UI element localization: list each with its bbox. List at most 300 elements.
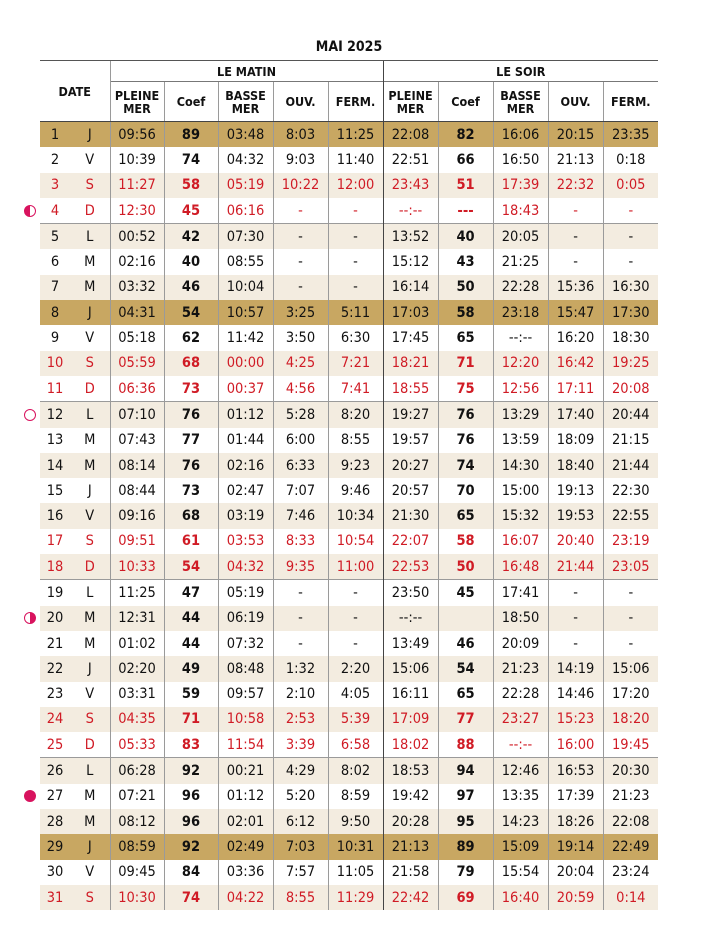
evening-close: 22:08 (603, 809, 658, 834)
evening-low-tide: 16:50 (493, 147, 548, 172)
moon-full-icon (24, 409, 36, 421)
evening-close: 0:14 (603, 885, 658, 910)
evening-low-tide: 17:41 (493, 580, 548, 606)
morning-coef: 40 (164, 249, 218, 274)
morning-high-tide: 01:02 (110, 631, 164, 656)
evening-open: 18:40 (548, 453, 603, 478)
weekday: V (70, 682, 110, 707)
table-row (40, 784, 658, 809)
evening-close: 23:19 (603, 529, 658, 554)
morning-coef: 96 (164, 784, 218, 809)
morning-low-tide: 10:04 (218, 275, 273, 300)
table-row (40, 224, 658, 250)
tide-table (40, 60, 658, 910)
morning-coef-header: Coef (164, 82, 218, 122)
mer-label: MER (231, 100, 260, 116)
evening-close: 23:24 (603, 860, 658, 885)
morning-high-tide: 08:12 (110, 809, 164, 834)
morning-high-tide: 11:25 (110, 580, 164, 606)
morning-low-tide: 01:12 (218, 402, 273, 428)
table-row (40, 249, 658, 274)
morning-open: 8:33 (273, 529, 328, 554)
morning-coef: 71 (164, 707, 218, 732)
weekday: M (70, 784, 110, 809)
morning-high-tide: 07:43 (110, 428, 164, 453)
day-number: 27 (40, 784, 70, 809)
morning-open: 7:57 (273, 860, 328, 885)
evening-coef: 95 (438, 809, 493, 834)
morning-high-tide: 05:33 (110, 732, 164, 758)
morning-high-tide: 07:10 (110, 402, 164, 428)
evening-high-tide: 16:11 (383, 682, 438, 707)
evening-close: - (603, 606, 658, 631)
evening-open: 16:00 (548, 732, 603, 758)
morning-low-tide: 10:57 (218, 300, 273, 325)
morning-coef: 42 (164, 224, 218, 250)
day-number: 21 (40, 631, 70, 656)
evening-coef: 94 (438, 758, 493, 784)
morning-high-tide: 09:16 (110, 503, 164, 528)
table-row (40, 351, 658, 376)
evening-high-tide: 23:50 (383, 580, 438, 606)
evening-open: - (548, 249, 603, 274)
evening-open: 17:40 (548, 402, 603, 428)
evening-low-tide: 15:54 (493, 860, 548, 885)
morning-low-tide: 04:32 (218, 554, 273, 580)
weekday: V (70, 325, 110, 350)
evening-low-tide: 14:23 (493, 809, 548, 834)
weekday: D (70, 554, 110, 580)
evening-open: 20:04 (548, 860, 603, 885)
morning-coef: 92 (164, 758, 218, 784)
evening-close: 21:23 (603, 784, 658, 809)
morning-coef: 54 (164, 300, 218, 325)
morning-close: 11:05 (328, 860, 383, 885)
evening-low-tide: 23:27 (493, 707, 548, 732)
evening-low-tide: 18:50 (493, 606, 548, 631)
day-number: 31 (40, 885, 70, 910)
morning-open: 9:35 (273, 554, 328, 580)
evening-open: 21:13 (548, 147, 603, 172)
morning-close: 11:00 (328, 554, 383, 580)
evening-open: - (548, 224, 603, 250)
morning-close: 8:55 (328, 428, 383, 453)
evening-close: 20:08 (603, 376, 658, 402)
evening-coef: 43 (438, 249, 493, 274)
morning-high-tide: 08:14 (110, 453, 164, 478)
evening-coef: 75 (438, 376, 493, 402)
evening-high-tide: 18:53 (383, 758, 438, 784)
morning-low-tide: 08:48 (218, 656, 273, 681)
morning-close: 9:46 (328, 478, 383, 503)
morning-close: 6:58 (328, 732, 383, 758)
day-number: 5 (40, 224, 70, 250)
day-number: 7 (40, 275, 70, 300)
morning-low-tide: 03:19 (218, 503, 273, 528)
evening-coef: 45 (438, 580, 493, 606)
morning-coef: 84 (164, 860, 218, 885)
morning-close: 5:11 (328, 300, 383, 325)
evening-low-tide: 15:00 (493, 478, 548, 503)
pleine-label: PLEINE (114, 87, 160, 103)
table-row (40, 606, 658, 631)
evening-high-tide: 23:43 (383, 173, 438, 198)
evening-close: - (603, 198, 658, 224)
morning-open: - (273, 580, 328, 606)
morning-high-tide: 12:30 (110, 198, 164, 224)
morning-open: 3:50 (273, 325, 328, 350)
evening-coef: 74 (438, 453, 493, 478)
morning-high-tide: 03:32 (110, 275, 164, 300)
evening-low-tide: 23:18 (493, 300, 548, 325)
morning-low-tide: 09:57 (218, 682, 273, 707)
morning-open: - (273, 631, 328, 656)
morning-coef: 47 (164, 580, 218, 606)
morning-close: 2:20 (328, 656, 383, 681)
table-row (40, 707, 658, 732)
morning-coef: 46 (164, 275, 218, 300)
table-row (40, 453, 658, 478)
morning-high-tide: 03:31 (110, 682, 164, 707)
table-row (40, 503, 658, 528)
evening-coef: 76 (438, 428, 493, 453)
evening-low-tide-header (493, 82, 548, 122)
table-row (40, 860, 658, 885)
morning-coef: 58 (164, 173, 218, 198)
evening-high-tide: 21:13 (383, 834, 438, 859)
evening-coef: 77 (438, 707, 493, 732)
evening-high-tide: 15:06 (383, 656, 438, 681)
evening-close: 23:35 (603, 122, 658, 148)
morning-close: 9:50 (328, 809, 383, 834)
evening-close: - (603, 580, 658, 606)
morning-close: 10:54 (328, 529, 383, 554)
morning-close: 7:41 (328, 376, 383, 402)
evening-close: 22:55 (603, 503, 658, 528)
weekday: S (70, 529, 110, 554)
morning-open: 2:53 (273, 707, 328, 732)
evening-close: 22:30 (603, 478, 658, 503)
day-number: 13 (40, 428, 70, 453)
evening-high-tide: 16:14 (383, 275, 438, 300)
morning-open: 4:29 (273, 758, 328, 784)
table-row (40, 732, 658, 758)
evening-open: 15:36 (548, 275, 603, 300)
morning-close: - (328, 224, 383, 250)
morning-coef: 96 (164, 809, 218, 834)
morning-low-tide: 03:53 (218, 529, 273, 554)
evening-open: 17:11 (548, 376, 603, 402)
table-row (40, 758, 658, 784)
day-number: 3 (40, 173, 70, 198)
day-number: 20 (40, 606, 70, 631)
weekday: S (70, 707, 110, 732)
morning-coef: 73 (164, 376, 218, 402)
evening-low-tide: 16:07 (493, 529, 548, 554)
morning-high-tide: 06:28 (110, 758, 164, 784)
evening-open: 20:15 (548, 122, 603, 148)
morning-open: 4:56 (273, 376, 328, 402)
morning-close: - (328, 606, 383, 631)
evening-high-tide: --:-- (383, 198, 438, 224)
evening-low-tide: 20:05 (493, 224, 548, 250)
morning-low-tide: 04:22 (218, 885, 273, 910)
morning-high-tide: 00:52 (110, 224, 164, 250)
evening-open: 22:32 (548, 173, 603, 198)
mer-label: MER (123, 100, 151, 116)
weekday: M (70, 809, 110, 834)
day-number: 30 (40, 860, 70, 885)
evening-low-tide: 13:35 (493, 784, 548, 809)
table-row (40, 809, 658, 834)
morning-coef: 73 (164, 478, 218, 503)
table-row (40, 122, 658, 148)
weekday: M (70, 275, 110, 300)
evening-low-tide: 16:48 (493, 554, 548, 580)
evening-coef-header: Coef (438, 82, 493, 122)
evening-low-tide: 15:32 (493, 503, 548, 528)
morning-low-tide: 06:19 (218, 606, 273, 631)
morning-high-tide: 11:27 (110, 173, 164, 198)
weekday: J (70, 834, 110, 859)
weekday: M (70, 631, 110, 656)
morning-coef: 89 (164, 122, 218, 148)
table-row (40, 402, 658, 428)
evening-low-tide: 13:29 (493, 402, 548, 428)
table-row (40, 325, 658, 350)
weekday: J (70, 478, 110, 503)
day-number: 12 (40, 402, 70, 428)
evening-close: 17:30 (603, 300, 658, 325)
evening-high-tide: 21:58 (383, 860, 438, 885)
day-number: 6 (40, 249, 70, 274)
morning-low-tide: 00:21 (218, 758, 273, 784)
evening-low-tide: 15:09 (493, 834, 548, 859)
evening-close: 18:30 (603, 325, 658, 350)
evening-low-tide: 22:28 (493, 275, 548, 300)
morning-close: 10:31 (328, 834, 383, 859)
day-number: 2 (40, 147, 70, 172)
morning-open: 6:12 (273, 809, 328, 834)
evening-open-header: OUV. (548, 82, 603, 122)
morning-high-tide: 09:56 (110, 122, 164, 148)
table-row (40, 529, 658, 554)
morning-coef: 59 (164, 682, 218, 707)
day-number: 23 (40, 682, 70, 707)
morning-open: 6:33 (273, 453, 328, 478)
morning-coef: 76 (164, 453, 218, 478)
moon-first-quarter-icon (24, 205, 36, 217)
evening-high-tide: 13:49 (383, 631, 438, 656)
evening-high-tide: 17:45 (383, 325, 438, 350)
evening-coef: 54 (438, 656, 493, 681)
morning-close: - (328, 275, 383, 300)
moon-new-icon (24, 790, 36, 802)
weekday: L (70, 402, 110, 428)
evening-high-tide: 22:42 (383, 885, 438, 910)
weekday: L (70, 758, 110, 784)
evening-high-tide: 22:51 (383, 147, 438, 172)
morning-high-tide: 08:59 (110, 834, 164, 859)
weekday: M (70, 606, 110, 631)
month-title: MAI 2025 (315, 39, 383, 55)
evening-low-tide: --:-- (493, 325, 548, 350)
evening-open: 18:26 (548, 809, 603, 834)
evening-low-tide: 12:46 (493, 758, 548, 784)
morning-open: 6:00 (273, 428, 328, 453)
morning-close: - (328, 198, 383, 224)
evening-open: 14:46 (548, 682, 603, 707)
day-number: 24 (40, 707, 70, 732)
evening-coef: 51 (438, 173, 493, 198)
evening-high-tide-header (383, 82, 438, 122)
evening-coef: 58 (438, 529, 493, 554)
morning-open: 3:25 (273, 300, 328, 325)
morning-low-tide: 07:30 (218, 224, 273, 250)
table-row (40, 834, 658, 859)
evening-open: 16:42 (548, 351, 603, 376)
morning-high-tide: 02:20 (110, 656, 164, 681)
morning-close: 11:25 (328, 122, 383, 148)
morning-open: - (273, 275, 328, 300)
day-number: 9 (40, 325, 70, 350)
day-number: 10 (40, 351, 70, 376)
morning-high-tide: 09:51 (110, 529, 164, 554)
day-number: 25 (40, 732, 70, 758)
morning-close: 5:39 (328, 707, 383, 732)
evening-coef: 82 (438, 122, 493, 148)
evening-open: 19:53 (548, 503, 603, 528)
evening-close: 17:20 (603, 682, 658, 707)
evening-open: 18:09 (548, 428, 603, 453)
evening-close: - (603, 224, 658, 250)
weekday: D (70, 732, 110, 758)
evening-high-tide: 18:55 (383, 376, 438, 402)
evening-coef: 40 (438, 224, 493, 250)
morning-low-tide: 02:49 (218, 834, 273, 859)
table-row (40, 554, 658, 580)
evening-close: 15:06 (603, 656, 658, 681)
evening-coef: 88 (438, 732, 493, 758)
evening-low-tide: 18:43 (493, 198, 548, 224)
evening-open: - (548, 580, 603, 606)
evening-coef: 50 (438, 554, 493, 580)
morning-low-tide: 02:47 (218, 478, 273, 503)
weekday: J (70, 656, 110, 681)
weekday: M (70, 249, 110, 274)
evening-close: 19:25 (603, 351, 658, 376)
day-number: 1 (40, 122, 70, 148)
morning-close: 8:02 (328, 758, 383, 784)
morning-close: 9:23 (328, 453, 383, 478)
basse-label: BASSE (500, 87, 541, 103)
evening-low-tide: 13:59 (493, 428, 548, 453)
evening-coef (438, 606, 493, 631)
evening-open: - (548, 631, 603, 656)
evening-coef: 66 (438, 147, 493, 172)
morning-close: 8:59 (328, 784, 383, 809)
morning-open: - (273, 606, 328, 631)
morning-low-tide-header (218, 82, 273, 122)
morning-high-tide: 05:59 (110, 351, 164, 376)
morning-open: 4:25 (273, 351, 328, 376)
evening-close: - (603, 249, 658, 274)
day-number: 28 (40, 809, 70, 834)
morning-low-tide: 08:55 (218, 249, 273, 274)
evening-low-tide: 21:23 (493, 656, 548, 681)
evening-high-tide: 13:52 (383, 224, 438, 250)
evening-coef: 69 (438, 885, 493, 910)
table-row (40, 173, 658, 198)
morning-low-tide: 05:19 (218, 580, 273, 606)
evening-high-tide: 19:27 (383, 402, 438, 428)
weekday: S (70, 885, 110, 910)
table-row (40, 275, 658, 300)
morning-high-tide: 04:31 (110, 300, 164, 325)
evening-high-tide: 15:12 (383, 249, 438, 274)
day-number: 14 (40, 453, 70, 478)
evening-open: - (548, 198, 603, 224)
day-number: 26 (40, 758, 70, 784)
morning-coef: 77 (164, 428, 218, 453)
morning-coef: 44 (164, 606, 218, 631)
weekday: L (70, 224, 110, 250)
evening-coef: 65 (438, 682, 493, 707)
morning-open: 10:22 (273, 173, 328, 198)
header-row-columns (40, 82, 658, 122)
morning-open: 8:03 (273, 122, 328, 148)
evening-open: 16:20 (548, 325, 603, 350)
day-number: 15 (40, 478, 70, 503)
weekday: D (70, 198, 110, 224)
morning-close-header: FERM. (328, 82, 383, 122)
morning-close: 12:00 (328, 173, 383, 198)
day-number: 4 (40, 198, 70, 224)
morning-low-tide: 07:32 (218, 631, 273, 656)
evening-high-tide: 17:09 (383, 707, 438, 732)
morning-low-tide: 02:16 (218, 453, 273, 478)
morning-open: 1:32 (273, 656, 328, 681)
evening-coef: 76 (438, 402, 493, 428)
morning-open: - (273, 224, 328, 250)
morning-open: 8:55 (273, 885, 328, 910)
evening-open: 15:47 (548, 300, 603, 325)
morning-open: - (273, 198, 328, 224)
morning-open: - (273, 249, 328, 274)
table-row (40, 478, 658, 503)
table-row (40, 885, 658, 910)
morning-low-tide: 11:54 (218, 732, 273, 758)
evening-close: 0:05 (603, 173, 658, 198)
evening-open: 14:19 (548, 656, 603, 681)
day-number: 8 (40, 300, 70, 325)
morning-open-header: OUV. (273, 82, 328, 122)
morning-low-tide: 10:58 (218, 707, 273, 732)
evening-high-tide: 21:30 (383, 503, 438, 528)
evening-open: 20:59 (548, 885, 603, 910)
day-number: 22 (40, 656, 70, 681)
evening-coef: 50 (438, 275, 493, 300)
morning-open: 5:28 (273, 402, 328, 428)
morning-open: 7:03 (273, 834, 328, 859)
evening-close-header: FERM. (603, 82, 658, 122)
evening-low-tide: 20:09 (493, 631, 548, 656)
tide-body (40, 122, 658, 911)
table-row (40, 376, 658, 402)
day-number: 17 (40, 529, 70, 554)
morning-close: 6:30 (328, 325, 383, 350)
morning-coef: 45 (164, 198, 218, 224)
